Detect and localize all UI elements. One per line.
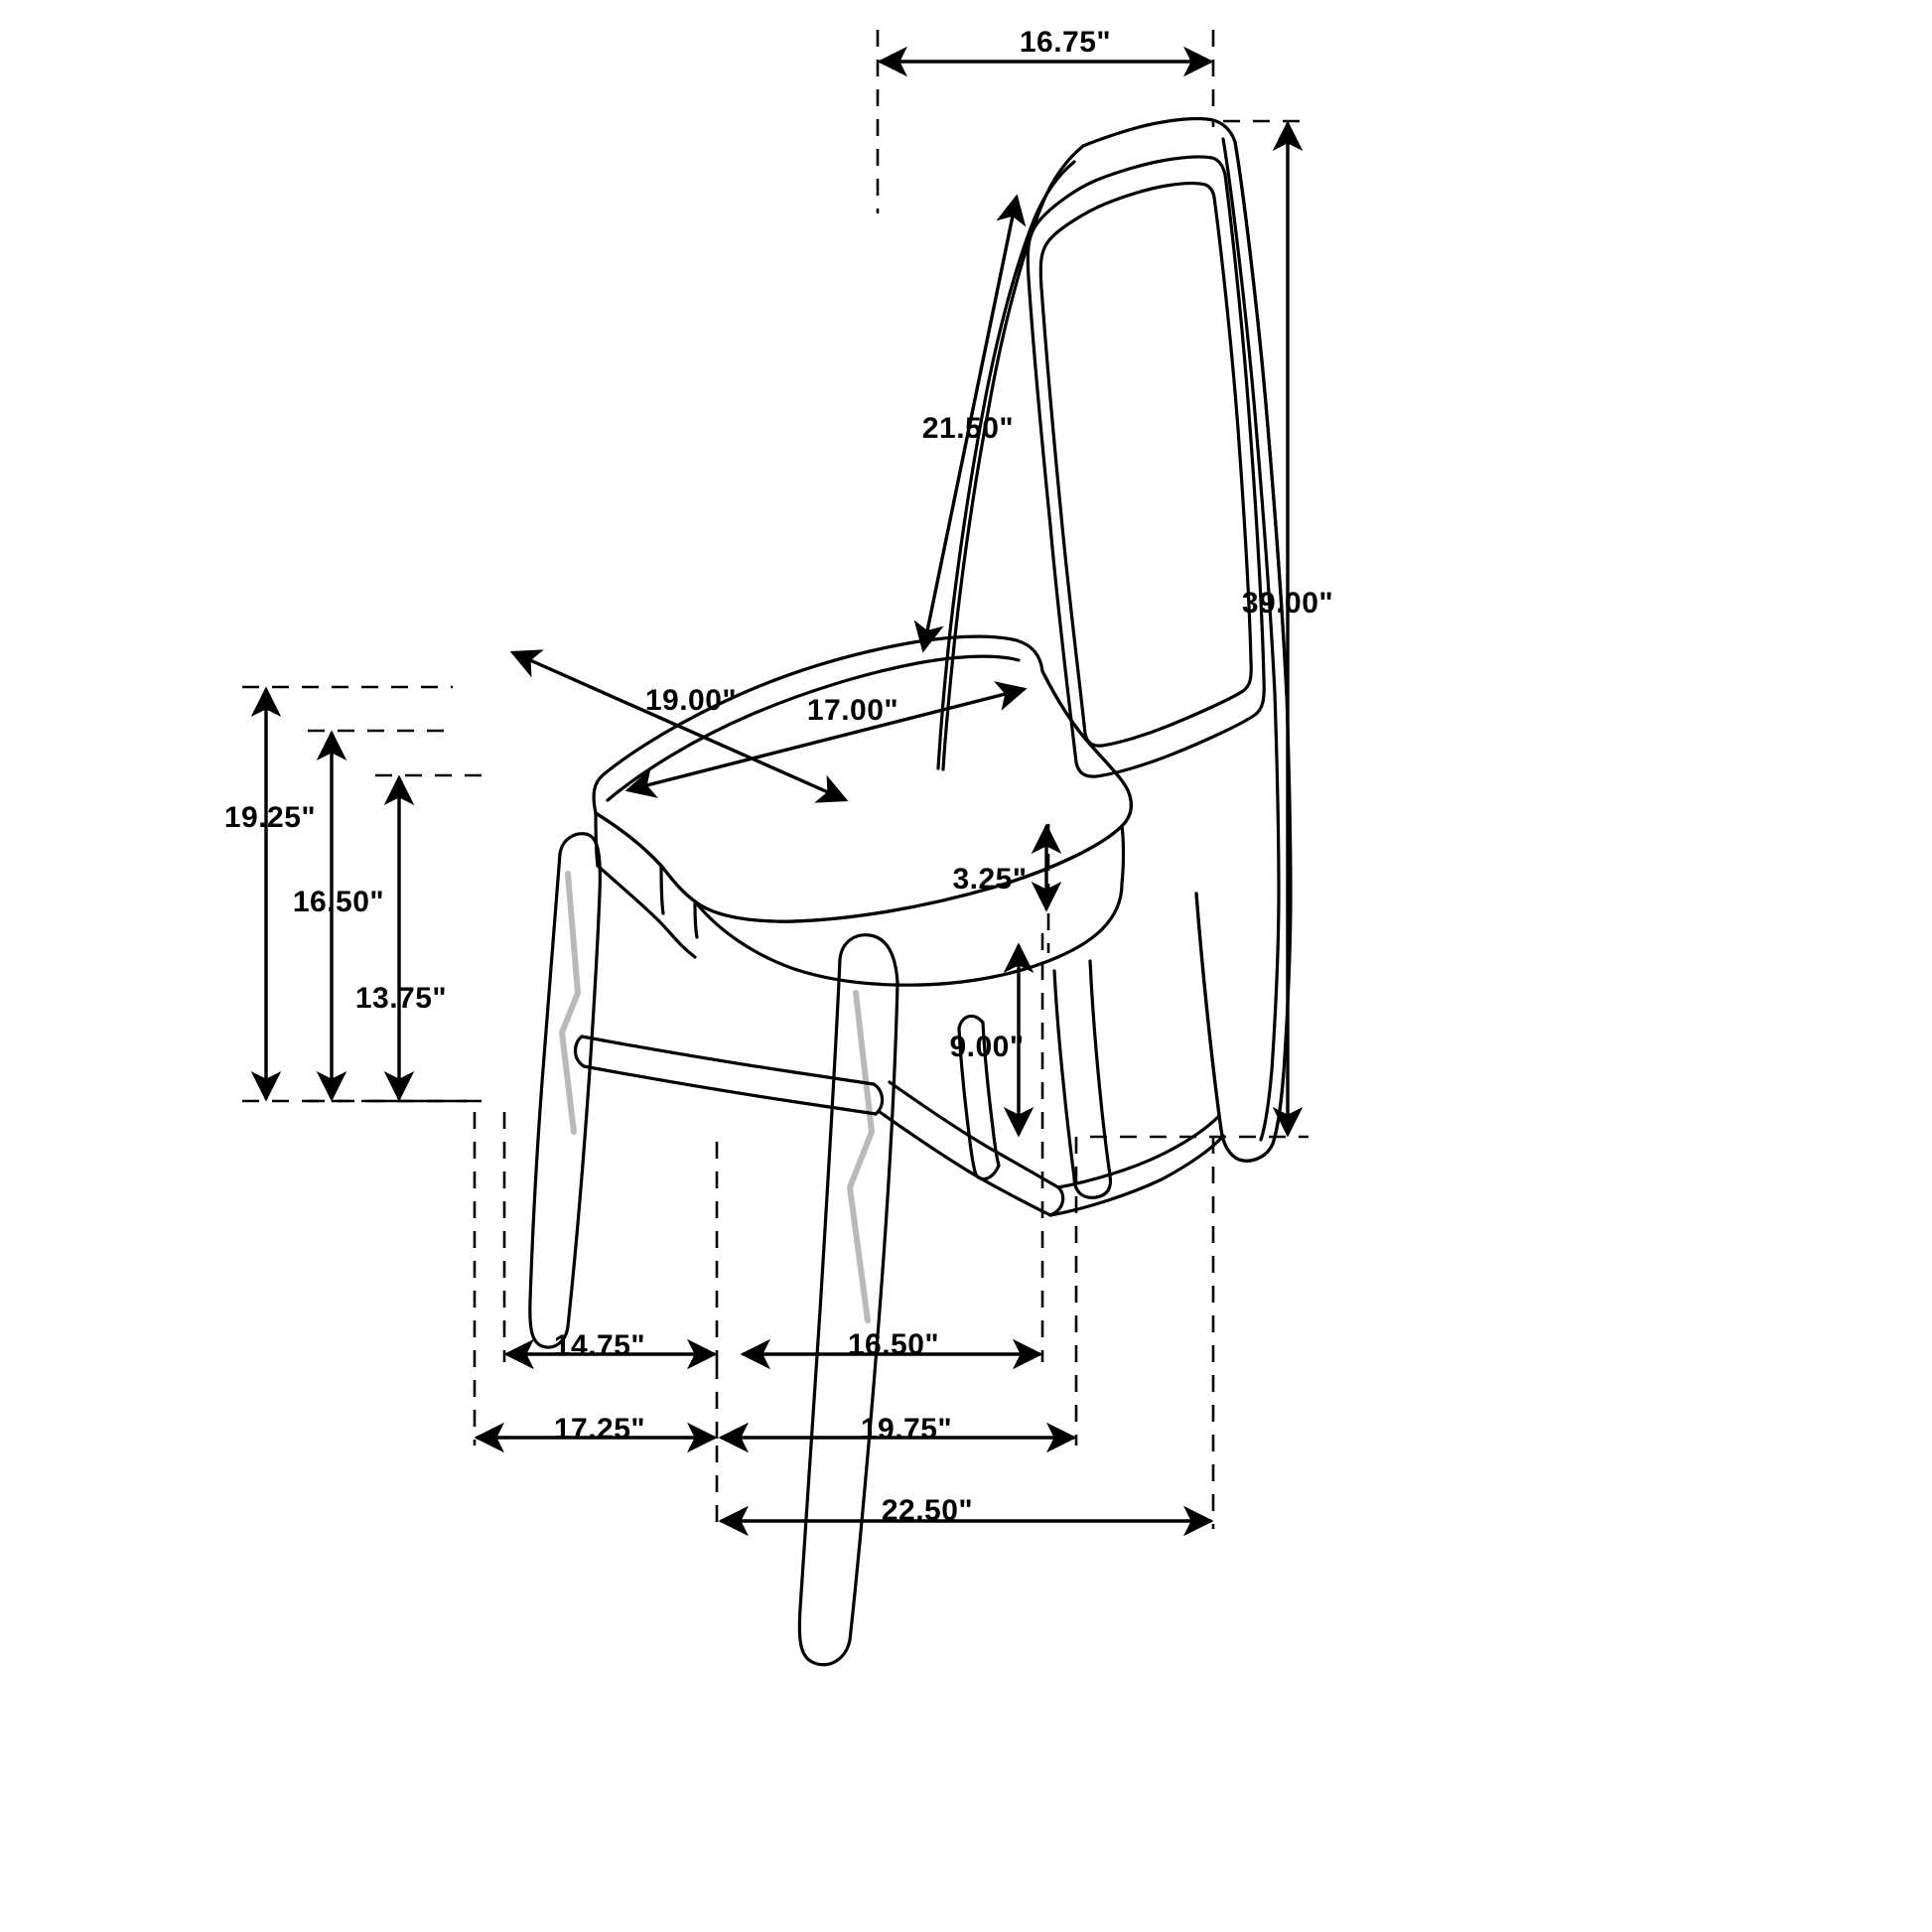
dim-label-leg-height-outer: 19.25" — [223, 801, 317, 834]
dim-label-seat-height: 16.50" — [292, 886, 385, 918]
dim-label-base-rear-depth: 17.25" — [553, 1413, 646, 1446]
dim-label-seat-back-height: 21.50" — [921, 412, 1015, 445]
dim-label-front-leg-offset: 14.75" — [553, 1329, 646, 1362]
dim-label-stretcher-height-rear: 13.75" — [354, 982, 448, 1015]
dim-label-overall-depth: 22.50" — [881, 1494, 974, 1527]
dim-label-overall-height: 39.00" — [1241, 587, 1334, 620]
dim-label-seat-width-diagonal: 17.00" — [806, 694, 899, 727]
dim-label-stretcher-height-side: 9.00" — [949, 1031, 1025, 1063]
dim-label-seat-depth-diagonal: 19.00" — [644, 684, 738, 717]
dim-label-back-top-width: 16.75" — [1019, 26, 1112, 59]
dim-label-seat-front-depth: 16.50" — [847, 1328, 940, 1361]
dim-label-base-front-depth: 19.75" — [860, 1413, 953, 1446]
dim-label-apron-height: 3.25" — [952, 863, 1028, 896]
